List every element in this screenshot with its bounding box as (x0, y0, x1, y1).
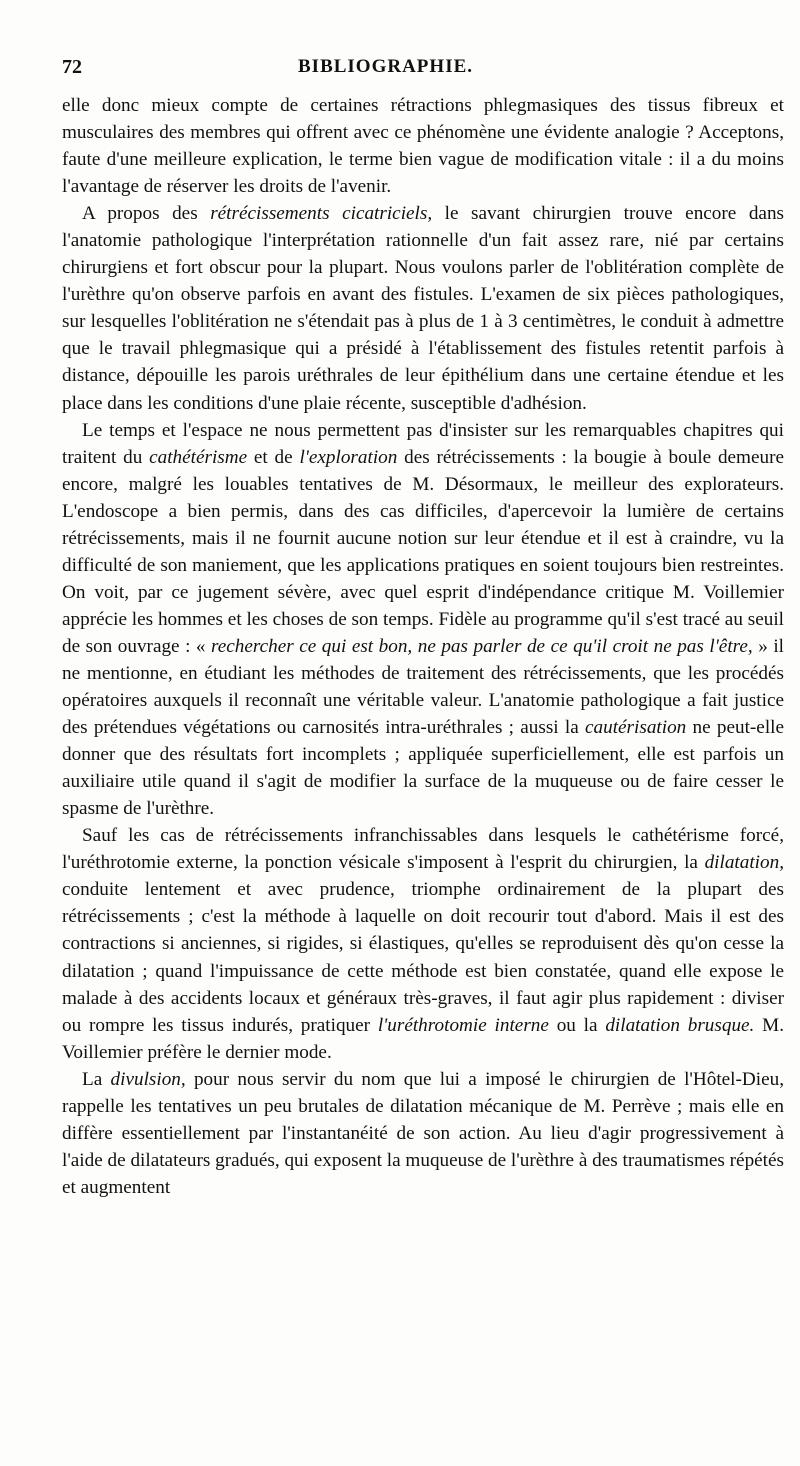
text-run: Sauf les cas de rétrécissements infranchissables dans lesquels le cathétérisme forcé, l'uréthrotomie externe, la ponction vésicale s'imposent à l'esprit du chirurgien, la (62, 825, 784, 874)
text-run: A propos des (82, 203, 211, 225)
italic-text: dilatation brusque. (605, 1014, 755, 1036)
text-run: des rétrécissements : la bougie à boule demeure encore, malgré les louables tentatives de M. Désormaux, le meilleur des explorateurs. L'endoscope a bien permis, dans des cas difficiles, d'apercevoir la lumière de certains rétrécissements, mais il ne fournit aucune notion sur leur étendue et il est à craindre, vu la difficulté de son maniement, que les applications pratiques en soient toujours bien restreintes. On voit, par ce jugement sévère, avec quel esprit d'indépendance critique M. Voillemier apprécie les hommes et les choses de son temps. Fidèle au programme qu'il s'est tracé au seuil de son ouvrage : « (62, 446, 785, 657)
paragraph (62, 417, 784, 823)
running-head (62, 56, 762, 86)
italic-text: rechercher ce qui est bon, ne pas parler de ce qu'il croit ne pas l'être, (211, 635, 753, 657)
text-run: M. Voillemier préfère le dernier mode. (62, 1014, 785, 1063)
italic-text: dilatation, (704, 852, 784, 874)
body-text (62, 92, 784, 1201)
paragraph (62, 92, 784, 200)
paragraph (62, 1066, 784, 1201)
text-run: La (82, 1068, 111, 1090)
italic-text: rétrécissements cicatriciels, (210, 203, 433, 225)
text-run: et de (247, 446, 300, 468)
text-run: » il ne mentionne, en étudiant les méthodes de traitement des rétrécissements, que les procédés opératoires auxquels il reconnaît une véritable valeur. L'anatomie pathologique a fait justice des prétendues végétations ou carnosités intra-uréthrales ; aussi la (62, 635, 784, 739)
running-title: BIBLIOGRAPHIE. (298, 56, 474, 77)
italic-text: divulsion, (110, 1068, 186, 1090)
italic-text: l'exploration (299, 446, 398, 468)
paragraph (62, 822, 784, 1065)
text-run: pour nous servir du nom que lui a imposé le chirurgien de l'Hôtel-Dieu, rappelle les tentatives un peu brutales de dilatation mécanique de M. Perrève ; mais elle en diffère essentiellement par l'instantanéité de son action. Au lieu d'agir progressivement à l'aide de dilatateurs gradués, qui exposent la muqueuse de l'urèthre à des traumatismes répétés et augmentent (62, 1068, 784, 1198)
text-run: Le temps et l'espace ne nous permettent pas d'insister sur les remarquables chapitres qui traitent du (62, 419, 784, 468)
paragraph (62, 200, 784, 416)
italic-text: cathétérisme (149, 446, 248, 468)
italic-text: cautérisation (585, 717, 687, 739)
text-run: ne peut-elle donner que des résultats fort incomplets ; appliquée superficiellement, elle est parfois un auxiliaire utile quand il s'agit de modifier la surface de la muqueuse ou de faire cesser le spasme de l'urèthre. (62, 717, 784, 820)
text-run: conduite lentement et avec prudence, triomphe ordinairement de la plupart des rétrécissements ; c'est la méthode à laquelle on doit recourir tout d'abord. Mais il est des contractions si anciennes, si rigides, si élastiques, qu'elles se reproduisent dès qu'on cesse la dilatation ; quand l'impuissance de cette méthode est bien constatée, quand elle expose le malade à des accidents locaux et généraux très-graves, il faut agir plus rapidement : diviser ou rompre les tissus indurés, pratiquer (62, 879, 784, 1036)
page-number: 72 (62, 56, 82, 78)
text-run: elle donc mieux compte de certaines rétractions phlegmasiques des tissus fibreux et musculaires des membres qui offrent avec ce phénomène une évidente analogie ? Acceptons, faute d'une meilleure explication, le terme bien vague de modification vitale : il a du moins l'avantage de réserver les droits de l'avenir. (62, 95, 784, 198)
italic-text: l'uréthrotomie interne (377, 1014, 549, 1036)
text-run: ou la (548, 1014, 606, 1036)
text-run: le savant chirurgien trouve encore dans l'anatomie pathologique l'interprétation rationnelle d'un fait assez rare, nié par certains chirurgiens et fort obscur pour la plupart. Nous voulons parler de l'oblitération complète de l'urèthre qu'on observe parfois en avant des fistules. L'examen de six pièces pathologiques, sur lesquelles l'oblitération ne s'étendait pas à plus de 1 à 3 centimètres, le conduit à admettre que le travail phlegmasique qui a présidé à l'établissement des fistules retentit parfois à distance, dépouille les parois uréthrales de leur épithélium dans une certaine étendue et les place dans les conditions d'une plaie récente, susceptible d'adhésion. (62, 203, 785, 414)
